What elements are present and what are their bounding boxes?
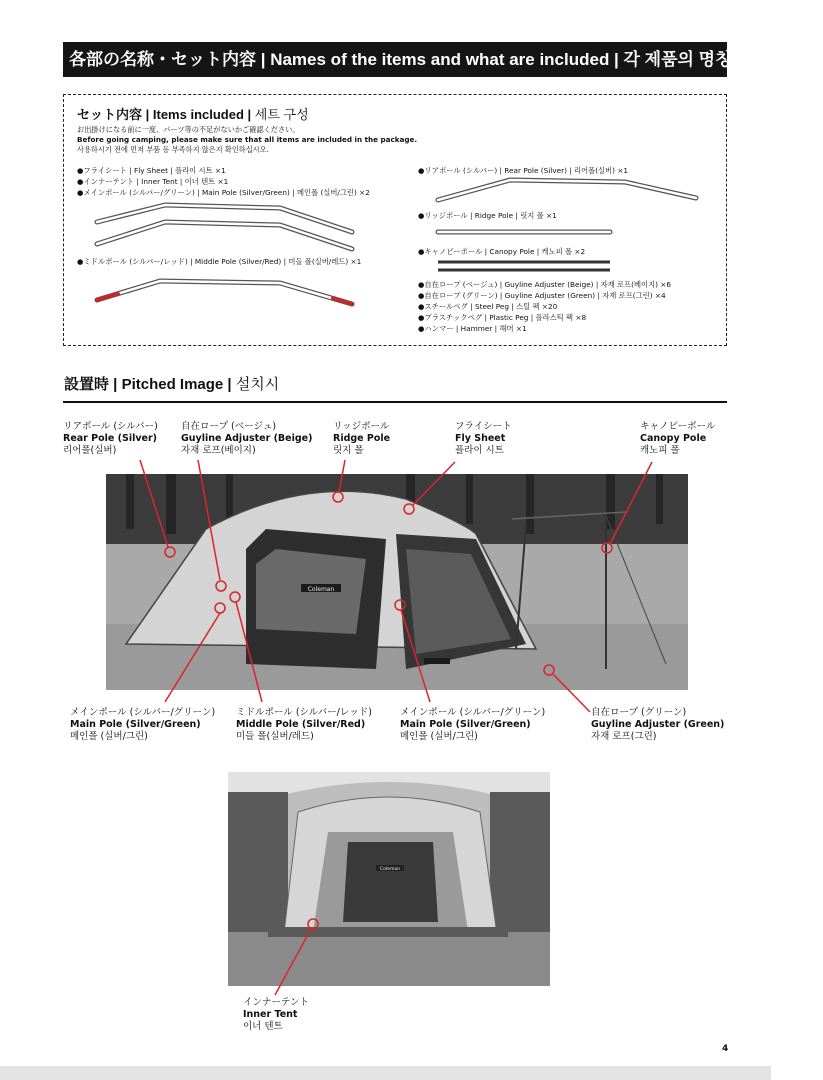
label-en: Guyline Adjuster (Green) (591, 719, 725, 730)
callout-line-middle-pole (236, 602, 262, 702)
label-kr: 릿지 폴 (333, 445, 364, 456)
label-jp: リッジポール (333, 421, 390, 432)
callout-line-ridge-pole (339, 460, 345, 492)
pitched-title-jp: 設置時 (64, 376, 110, 393)
label-en: Guyline Adjuster (Beige) (181, 433, 313, 444)
label-jp: リアポール (シルバー) (63, 421, 158, 432)
items-section-title: セット内容 | Items included | 세트 구성 (77, 107, 309, 122)
label-jp: ミドルポール (シルバー/レッド) (236, 707, 372, 718)
callout-line-rear-pole (140, 460, 168, 547)
label-en: Main Pole (Silver/Green) (400, 719, 531, 730)
item-hammer: ●ハンマー | Hammer | 해머 ×1 (418, 324, 527, 333)
callout-line-guyline-beige (198, 460, 220, 580)
item-rear-pole: ●リアポール (シルバー) | Rear Pole (Silver) | 리어폴(실버) ×1 (418, 166, 629, 175)
note-en: Before going camping, please make sure that all items are included in the package. (77, 135, 418, 144)
label-kr: 미들 폴(실버/레드) (236, 731, 314, 742)
label-jp: フライシート (455, 421, 512, 432)
label-kr: 플라이 시트 (455, 445, 504, 456)
label-en: Middle Pole (Silver/Red) (236, 719, 366, 730)
callout-line-inner-tent (275, 929, 311, 995)
items-title-kr: 세트 구성 (254, 107, 309, 122)
callout-circle-middle-pole (230, 592, 240, 602)
pitched-title-kr: 설치시 (235, 376, 280, 393)
label-en: Fly Sheet (455, 433, 506, 444)
note-jp: お出掛けになる前に一度、パーツ等の不足がないかご確認ください。 (77, 125, 300, 134)
item-main-pole: ●メインポール (シルバー/グリーン) | Main Pole (Silver/Green) | 메인폴 (실버/그린) ×2 (77, 188, 370, 197)
item-plastic-peg: ●プラスチックペグ | Plastic Peg | 플라스틱 펙 ×8 (418, 313, 587, 322)
item-fly-sheet: ●フライシート | Fly Sheet | 플라이 시트 ×1 (77, 166, 226, 175)
svg-text:Coleman: Coleman (307, 586, 335, 593)
item-inner-tent: ●インナーテント | Inner Tent | 이너 텐트 ×1 (77, 177, 229, 186)
callout-line-guyline-green (553, 674, 590, 712)
label-kr: 자재 로프(그린) (591, 731, 657, 742)
page-number: 4 (722, 1044, 729, 1054)
callout-line-canopy-pole (610, 462, 652, 544)
item-guyline-beige: ●自在ロープ (ベージュ) | Guyline Adjuster (Beige) | 자재 로프(베이지) ×6 (418, 280, 672, 289)
label-en: Ridge Pole (333, 433, 391, 444)
item-middle-pole: ●ミドルポール (シルバー/レッド) | Middle Pole (Silver/Red) | 미들 폴(실버/레드) ×1 (77, 257, 362, 266)
svg-text:Coleman: Coleman (380, 867, 400, 872)
label-jp: インナーテント (243, 997, 310, 1008)
callout-circle-guyline-green (544, 665, 554, 675)
label-kr: 메인폴 (실버/그린) (70, 731, 148, 742)
callout-circle-main-pole-left (215, 603, 225, 613)
label-jp: 自在ロープ (グリーン) (591, 707, 687, 718)
label-en: Rear Pole (Silver) (63, 433, 158, 444)
label-kr: 자재 로프(베이지) (181, 445, 256, 456)
label-kr: 메인폴 (실버/그린) (400, 731, 478, 742)
callout-circle-fly-sheet (404, 504, 414, 514)
item-ridge-pole: ●リッジポール | Ridge Pole | 릿지 폴 ×1 (418, 211, 557, 220)
pitched-section-title: 設置時 | Pitched Image | 설치시 (64, 376, 280, 393)
label-jp: メインポール (シルバー/グリーン) (70, 707, 216, 718)
callout-line-fly-sheet (413, 462, 455, 505)
note-kr: 사용하시기 전에 먼저 부품 등 부족하지 않은지 확인하십시오. (77, 145, 269, 154)
label-kr: 이너 텐트 (243, 1021, 283, 1032)
callout-circle-main-pole-right (395, 600, 405, 610)
callout-circle-canopy-pole (602, 543, 612, 553)
callout-line-main-pole-left (165, 613, 220, 702)
items-title-en: Items included (152, 107, 244, 122)
pitched-title-en: Pitched Image (121, 376, 224, 393)
label-jp: キャノピーポール (640, 421, 716, 432)
label-en: Inner Tent (243, 1009, 298, 1020)
label-kr: 캐노피 폴 (640, 445, 680, 456)
callout-circle-rear-pole (165, 547, 175, 557)
label-en: Main Pole (Silver/Green) (70, 719, 201, 730)
items-title-jp: セット内容 (77, 107, 143, 122)
label-en: Canopy Pole (640, 433, 707, 444)
label-jp: 自在ロープ (ベージュ) (181, 421, 277, 432)
label-jp: メインポール (シルバー/グリーン) (400, 707, 546, 718)
callout-circle-ridge-pole (333, 492, 343, 502)
page-title: 各部の名称・セット内容 | Names of the items and what are included | 각 제품의 명칭과 세트 구성 (69, 50, 823, 69)
item-steel-peg: ●スチールペグ | Steel Peg | 스틸 펙 ×20 (418, 302, 558, 311)
callout-circle-inner-tent (308, 919, 318, 929)
label-kr: 리어폴(실버) (63, 445, 117, 456)
item-canopy-pole: ●キャノピーポール | Canopy Pole | 캐노피 폴 ×2 (418, 247, 586, 256)
item-guyline-green: ●自在ロープ (グリーン) | Guyline Adjuster (Green) | 자재 로프(그린) ×4 (418, 291, 666, 300)
callout-line-main-pole-right (401, 610, 430, 702)
callout-circle-guyline-beige (216, 581, 226, 591)
